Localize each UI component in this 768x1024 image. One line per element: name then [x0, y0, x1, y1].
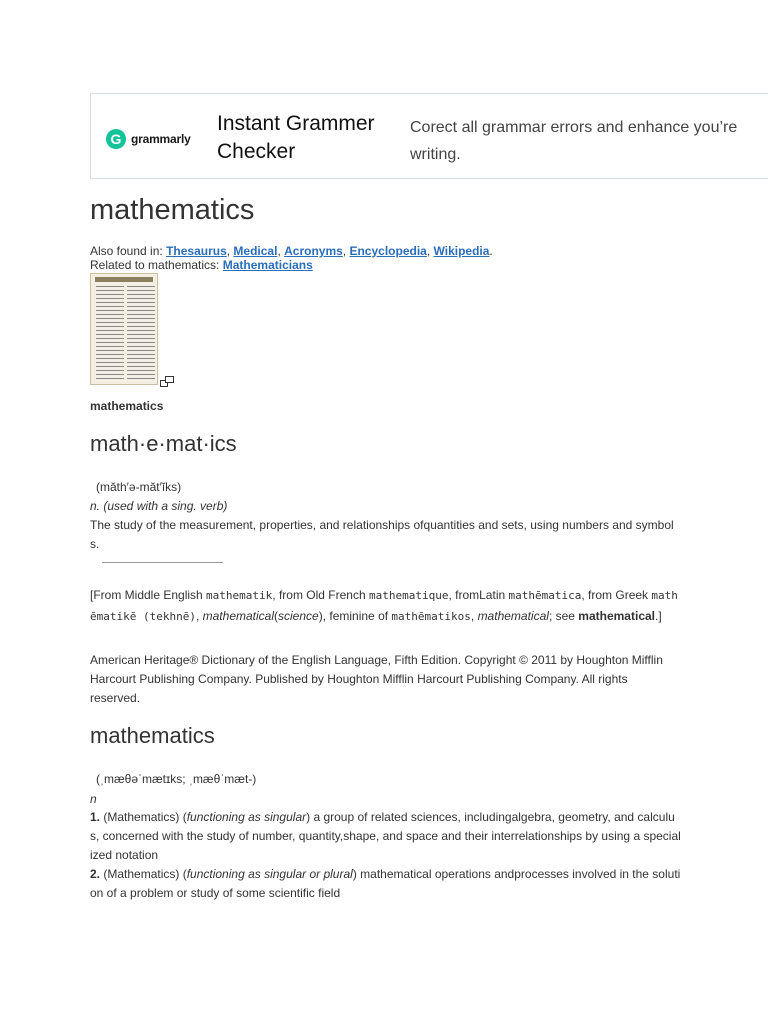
collins-part-of-speech: n [90, 792, 97, 806]
thumbnail-header [95, 277, 153, 282]
link-thesaurus[interactable]: Thesaurus [166, 244, 227, 258]
see-also-mathematical: mathematical [578, 609, 655, 623]
ahd-copyright: American Heritage® Dictionary of the English Language, Fifth Edition. Copyright © 2011 by Houghton Mifflin Harcourt Publishing Company. Published by Houghton Mifflin Harcourt Publishing Company. All rights reserved. [90, 653, 663, 705]
ad-brand-name: grammarly [131, 132, 191, 146]
grammarly-logo [106, 129, 191, 149]
link-medical[interactable]: Medical [233, 244, 278, 258]
link-wikipedia[interactable]: Wikipedia [433, 244, 490, 258]
collins-headword: mathematics [90, 723, 215, 748]
ahd-headword: math·e·mat·ics [90, 431, 237, 456]
page-title: mathematics [90, 194, 255, 226]
enlarge-image-icon[interactable] [160, 376, 174, 387]
also-found-section: Also found in: Thesaurus, Medical, Acronyms, Encyclopedia, Wikipedia. Related to mathematics: Mathematicians [90, 244, 493, 272]
link-mathematicians[interactable]: Mathematicians [222, 258, 313, 272]
thumbnail-column [127, 286, 155, 382]
divider [102, 562, 223, 563]
link-encyclopedia[interactable]: Encyclopedia [349, 244, 427, 258]
ahd-definition: The study of the measurement, properties, and relationships ofquantities and sets, using numbers and symbols. [90, 518, 674, 551]
ahd-etymology: [From Middle English mathematik, from Old French mathematique, fromLatin mathēmatica, from Greek mathēmatikē (tekhnē), mathematical(science), feminine of mathēmatikos, mathematical; see mathematical.] [90, 588, 678, 623]
grammarly-g-icon: G [106, 129, 126, 149]
collins-pronunciation: (ˌmæθəˈmætɪks; ˌmæθˈmæt-) [96, 772, 257, 786]
related-label: Related to mathematics: [90, 258, 220, 272]
also-found-label: Also found in: [90, 244, 163, 258]
ad-subtext: Corect all grammar errors and enhance you’re writing. [410, 119, 738, 163]
sense-1: 1. (Mathematics) (functioning as singular) a group of related sciences, includingalgebra, geometry, and calculus, concerned with the study of number, quantity,shape, and space and their interrelationships by using a specialized notation [90, 810, 681, 862]
image-caption: mathematics [90, 399, 164, 413]
sense-2: 2. (Mathematics) (functioning as singular or plural) mathematical operations andprocesses involved in the solution of a problem or study of some scientific field [90, 867, 681, 900]
grammarly-ad-banner[interactable] [90, 93, 768, 179]
ad-headline: Instant Grammer Checker [217, 112, 375, 163]
sense-number: 2. [90, 867, 101, 881]
ahd-pronunciation: (măth′ə-măt′ĭks) [96, 480, 182, 494]
link-acronyms[interactable]: Acronyms [284, 244, 343, 258]
thumbnail-column [96, 286, 124, 382]
sense-number: 1. [90, 810, 101, 824]
ahd-part-of-speech: n. (used with a sing. verb) [90, 499, 228, 513]
mathematical-symbols-thumbnail[interactable] [90, 273, 158, 385]
